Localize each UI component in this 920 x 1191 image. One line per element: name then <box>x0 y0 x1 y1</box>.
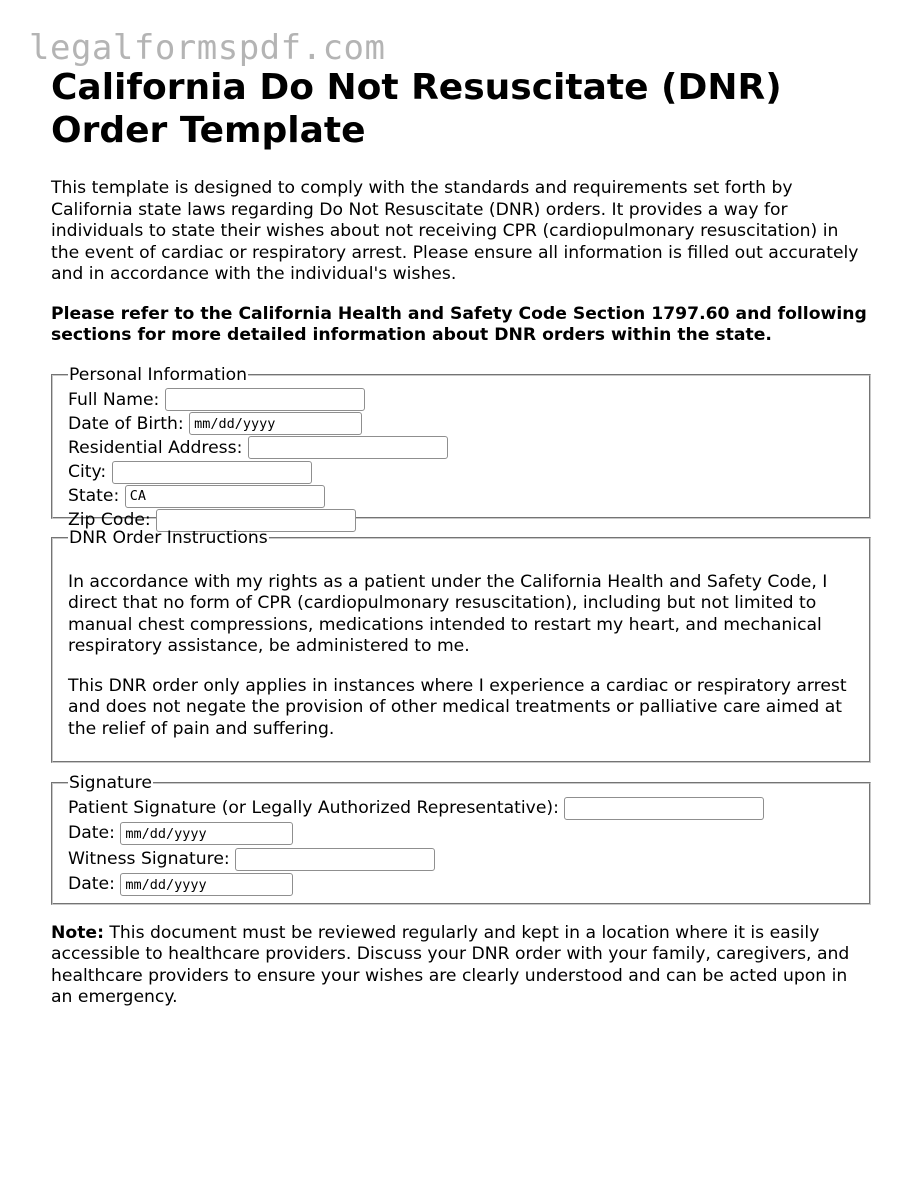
reference-paragraph: Please refer to the California Health and Safety Code Section 1797.60 and following sections for more detailed information about DNR orders within the state. <box>51 303 867 345</box>
address-input[interactable] <box>248 436 448 459</box>
full-name-input[interactable] <box>165 388 365 411</box>
document-body <box>51 66 871 1009</box>
zip-label: Zip Code: <box>68 510 151 531</box>
patient-signature-input[interactable] <box>564 797 764 820</box>
city-input[interactable] <box>112 461 312 484</box>
patient-signature-label: Patient Signature (or Legally Authorized Representative): <box>68 797 559 818</box>
dnr-instructions-legend: DNR Order Instructions <box>69 527 268 548</box>
state-input[interactable] <box>125 485 325 508</box>
witness-signature-row <box>68 847 853 873</box>
full-name-label: Full Name: <box>68 389 160 410</box>
patient-date-row <box>68 821 853 847</box>
patient-signature-row <box>68 796 853 822</box>
personal-information-legend: Personal Information <box>69 364 248 385</box>
dob-input[interactable] <box>189 412 362 435</box>
patient-date-input[interactable] <box>120 822 293 845</box>
state-row <box>68 484 853 508</box>
city-row <box>68 460 853 484</box>
note-paragraph <box>51 923 871 1009</box>
note-label: Note: <box>51 922 104 943</box>
note-text: This document must be reviewed regularly and kept in a location where it is easily accessible to healthcare providers. Discuss your DNR order with your family, caregivers, and healthcare providers to ensure your wishes are clearly understood and can be acted upon in an emergency. <box>51 922 850 1007</box>
patient-date-label: Date: <box>68 823 115 843</box>
intro-paragraph: This template is designed to comply with the standards and requirements set forth by California state laws regarding Do Not Resuscitate (DNR) orders. It provides a way for individuals to state their wishes about not receiving CPR (cardiopulmonary resuscitation) in the event of cardiac or respiratory arrest. Please ensure all information is filled out accurately and in accordance with the individual's wishes. <box>51 178 859 284</box>
witness-signature-input[interactable] <box>235 848 435 871</box>
dnr-paragraph-1: In accordance with my rights as a patient under the California Health and Safety Code, I direct that no form of CPR (cardiopulmonary resuscitation), including but not limited to manual chest compressions, medications intended to restart my heart, and mechanical respiratory assistance, be administered to me. <box>68 571 828 656</box>
witness-date-input[interactable] <box>120 873 293 896</box>
dob-row <box>68 412 853 436</box>
page-title: California Do Not Resuscitate (DNR) Order Template <box>51 67 782 151</box>
dnr-instructions-section <box>51 528 871 763</box>
address-label: Residential Address: <box>68 437 243 458</box>
witness-date-row <box>68 872 853 898</box>
personal-information-section <box>51 364 871 531</box>
address-row <box>68 436 853 460</box>
city-label: City: <box>68 462 107 483</box>
dob-label: Date of Birth: <box>68 413 184 434</box>
full-name-row <box>68 388 853 412</box>
watermark: legalformspdf.com <box>29 28 386 68</box>
dnr-paragraph-2: This DNR order only applies in instances where I experience a cardiac or respiratory arrest and does not negate the provision of other medical treatments or palliative care aimed at the relief of pain and suffering. <box>68 675 847 739</box>
signature-section <box>51 773 871 905</box>
witness-signature-label: Witness Signature: <box>68 848 230 869</box>
signature-legend: Signature <box>69 772 152 793</box>
state-label: State: <box>68 486 120 507</box>
witness-date-label: Date: <box>68 874 115 894</box>
